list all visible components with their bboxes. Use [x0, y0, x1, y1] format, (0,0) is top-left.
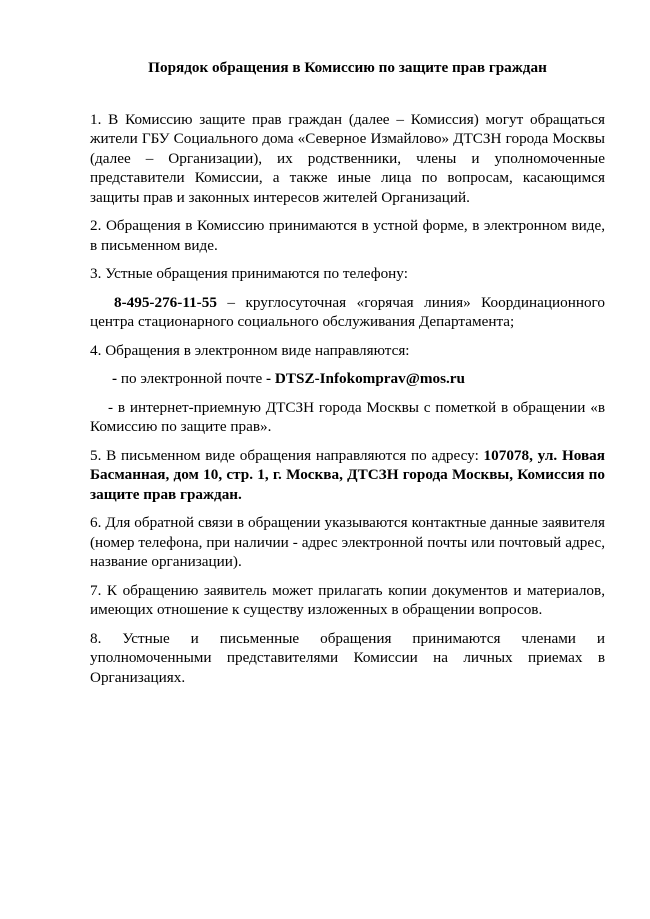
paragraph-7: 7. К обращению заявитель может прилагать копии документов и материалов, имеющих отношение к существу изложенных в обращении вопросов. — [90, 581, 605, 618]
paragraph-1: 1. В Комиссию защите прав граждан (далее – Комиссия) могут обращаться жители ГБУ Социального дома «Северное Измайлово» ДТСЗН города Москвы (далее – Организации), их родственники, члены и уполномоченные представители Комиссии, а также иные лица по вопросам, касающимся защиты прав и законных интересов жителей Организаций. — [90, 110, 605, 206]
email-dash: - — [266, 370, 275, 387]
email-address: DTSZ-Infokomprav@mos.ru — [274, 370, 465, 387]
paragraph-4: 4. Обращения в электронном виде направляются: — [90, 341, 410, 359]
document-title: Порядок обращения в Комиссию по защите прав граждан — [148, 59, 547, 76]
paragraph-4-email-line — [90, 369, 605, 389]
address-lead: 5. В письменном виде обращения направляются по адресу: — [90, 446, 484, 464]
paragraph-8: 8. Устные и письменные обращения принимаются членами и уполномоченными представителями Комиссии на личных приемах в Организациях. — [90, 629, 605, 686]
paragraph-5 — [90, 446, 605, 505]
paragraph-3: 3. Устные обращения принимаются по телефону: — [90, 265, 408, 282]
paragraph-4-reception-line: - в интернет-приемную ДТСЗН города Москвы с пометкой в обращении «в Комиссию по защите прав». — [90, 398, 605, 435]
paragraph-6: 6. Для обратной связи в обращении указываются контактные данные заявителя (номер телефона, при наличии - адрес электронной почты или почтовый адрес, название организации). — [90, 514, 605, 570]
hotline-description: – круглосуточная «горячая линия» Координационного центра стационарного социального обслуживания Департамента; — [90, 293, 605, 330]
email-label: по электронной почте — [117, 370, 267, 387]
postal-address: 107078, ул. Новая Басманная, дом 10, стр. 1, г. Москва, ДТСЗН города Москвы, Комиссия по защите прав граждан. — [90, 446, 605, 503]
paragraph-3-phone-line — [90, 293, 605, 332]
email-bullet: - — [112, 370, 118, 387]
paragraph-2: 2. Обращения в Комиссию принимаются в устной форме, в электронном виде, в письменном виде. — [90, 217, 605, 254]
hotline-phone: 8-495-276-11-55 — [114, 293, 217, 311]
document-page — [90, 58, 605, 687]
